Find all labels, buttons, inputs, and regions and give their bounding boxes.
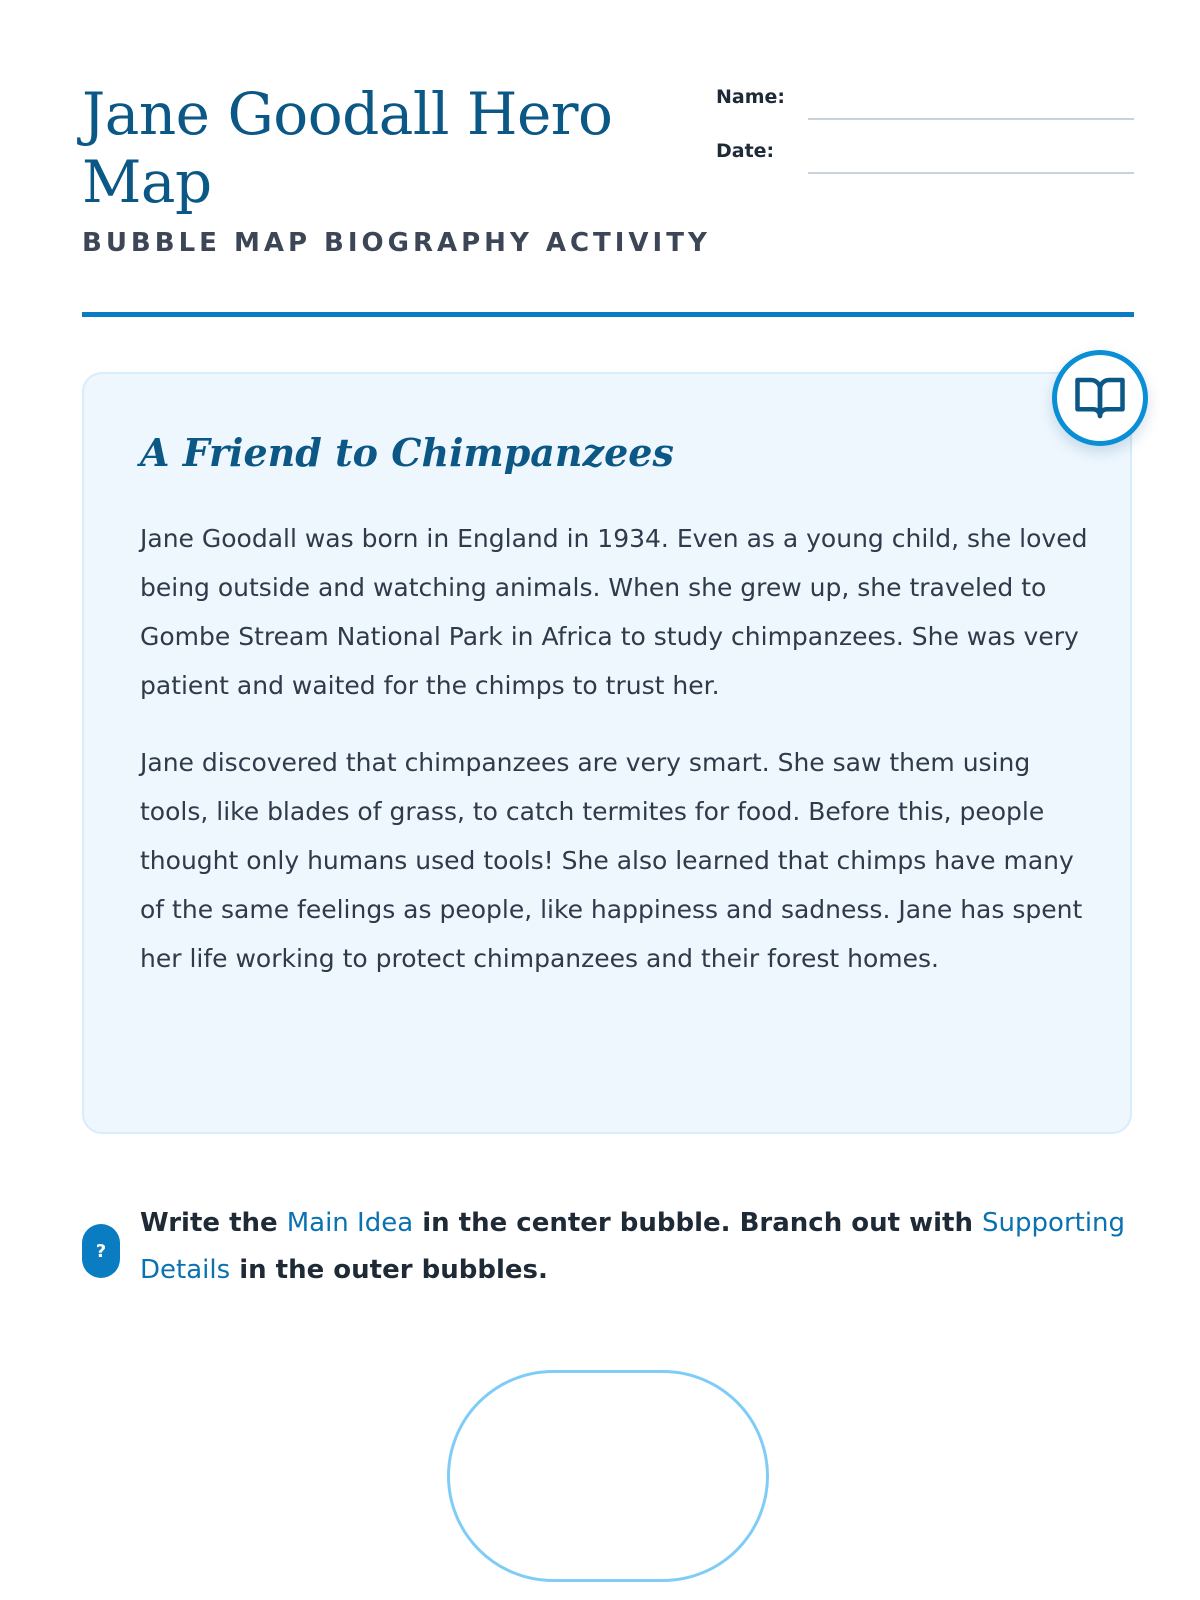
passage-body: [140, 514, 1090, 1011]
passage-paragraph: Jane Goodall was born in England in 1934. Even as a young child, she loved being outside and watching animals. When she grew up, she traveled to Gombe Stream National Park in Africa to study chimpanzees. She was very patient and waited for the chimps to trust her.: [140, 524, 1088, 700]
question-mark-icon: ?: [82, 1224, 120, 1278]
header-divider: [82, 312, 1134, 317]
page-title: Jane Goodall Hero Map: [82, 80, 613, 216]
worksheet-header: [82, 80, 1134, 320]
reading-passage: [82, 372, 1132, 1134]
instructions-part: in the outer bubbles.: [230, 1255, 548, 1285]
date-field[interactable]: [716, 134, 1134, 174]
instructions: [82, 1200, 1142, 1310]
instructions-part: in the center bubble. Branch out with: [413, 1208, 983, 1238]
passage-title: A Friend to Chimpanzees: [140, 430, 674, 475]
date-label: Date:: [716, 140, 775, 162]
name-line[interactable]: [808, 118, 1134, 120]
main-idea-term: Main Idea: [286, 1208, 414, 1238]
main-idea-bubble[interactable]: [447, 1370, 769, 1582]
open-book-icon: [1052, 350, 1148, 446]
instructions-part: Write the: [140, 1208, 287, 1238]
name-label: Name:: [716, 86, 786, 108]
instructions-text: [140, 1200, 1140, 1294]
supporting-details-term: Supporting Details: [140, 1208, 1126, 1285]
page-subtitle: BUBBLE MAP BIOGRAPHY ACTIVITY: [82, 228, 711, 258]
name-field[interactable]: [716, 80, 1134, 120]
passage-paragraph: Jane discovered that chimpanzees are very smart. She saw them using tools, like blades of grass, to catch termites for food. Before this, people thought only humans used tools! She also learned that chimps have many of the same feelings as people, like happiness and sadness. Jane has spent her life working to protect chimpanzees and their forest homes.: [140, 748, 1083, 973]
date-line[interactable]: [808, 172, 1134, 174]
